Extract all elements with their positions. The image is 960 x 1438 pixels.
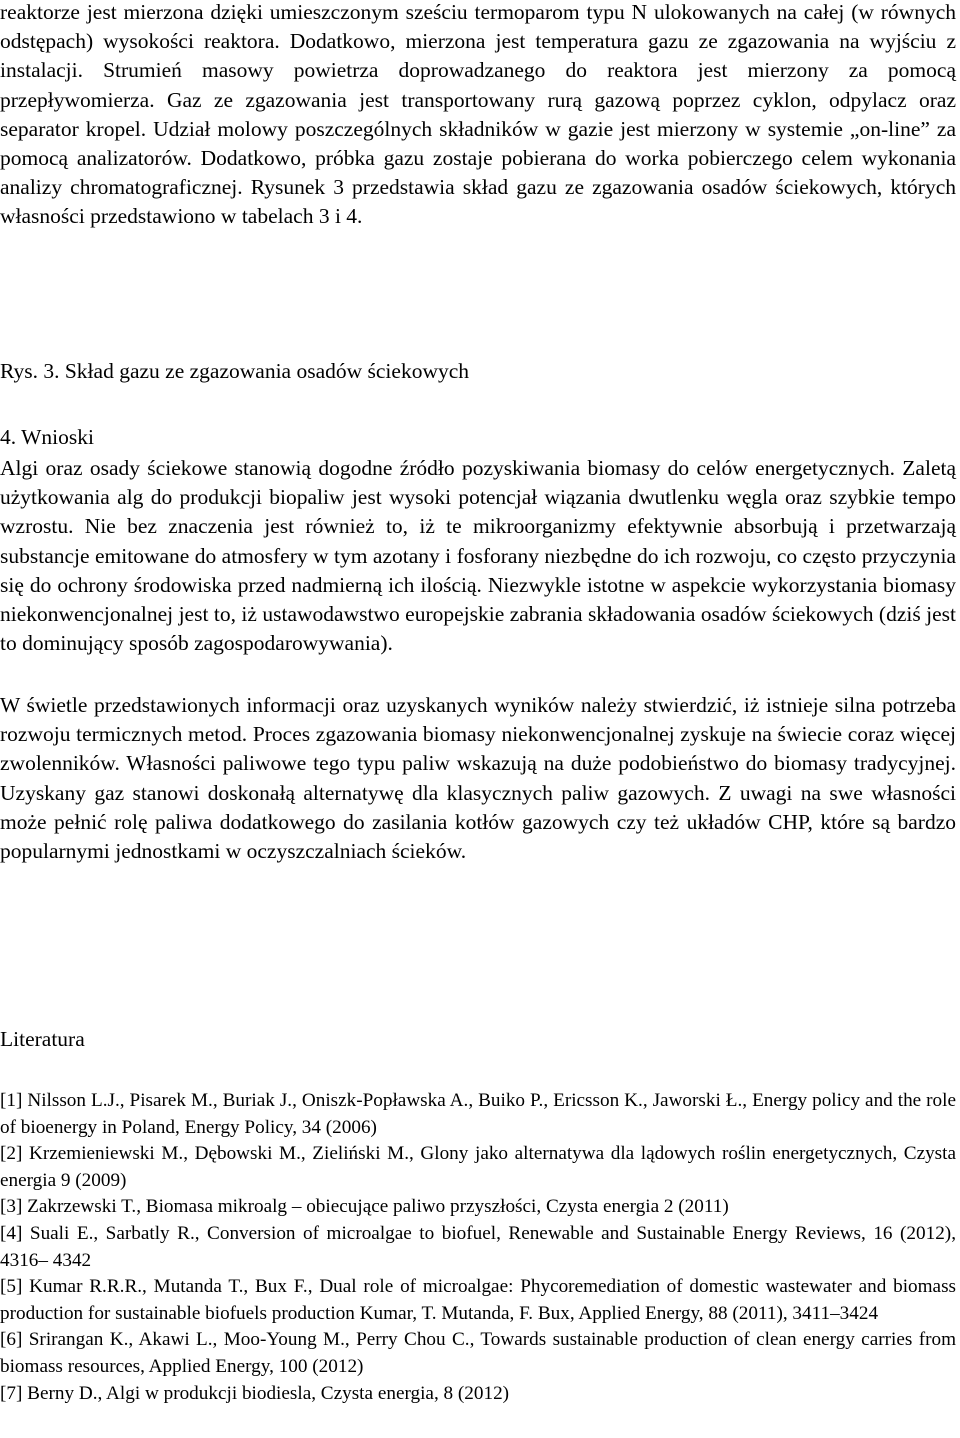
section-heading: 4. Wnioski (0, 425, 94, 449)
reference-item: [6] Srirangan K., Akawi L., Moo-Young M., Perry Chou C., Towards sustainable production of clean energy carries from biomass resources, Applied Energy, 100 (2012) (0, 1329, 956, 1377)
literature-heading: Literatura (0, 1027, 85, 1051)
reference-item: [4] Suali E., Sarbatly R., Conversion of microalgae to biofuel, Renewable and Sustainable Energy Reviews, 16 (2012), 4316– 4342 (0, 1222, 956, 1271)
reference-item: [7] Berny D., Algi w produkcji biodiesla, Czysta energia, 8 (2012) (0, 1382, 510, 1404)
reference-item: [3] Zakrzewski T., Biomasa mikroalg – obiecujące paliwo przyszłości, Czysta energia 2 (2011) (0, 1196, 729, 1218)
intro-paragraph: reaktorze jest mierzona dzięki umieszczonym sześciu termoparom typu N ulokowanych na całej (w równych odstępach) wysokości reaktora. Dodatkowo, mierzona jest temperatura gazu ze zgazowania na wyjściu z instalacji. Strumień masowy powietrza doprowadzanego do reaktora jest mierzony za pomocą przepływomierza. Gaz ze zgazowania jest transportowany rurą gazową poprzez cyklon, odpylacz oraz separator kropel. Udział molowy poszczególnych składników w gazie jest mierzony w systemie „on-line” za pomocą analizatorów. Dodatkowo, próbka gazu zostaje pobierana do worka pobierczego celem wykonania analizy chromatograficznej. Rysunek 3 przedstawia skład gazu ze zgazowania osadów ściekowych, których własności przedstawiono w tabelach 3 i 4. (0, 0, 956, 229)
reference-item: [1] Nilsson L.J., Pisarek M., Buriak J., Oniszk-Popławska A., Buiko P., Ericsson K., Jaworski Ł., Energy policy and the role of bioenergy in Poland, Energy Policy, 34 (2006) (0, 1090, 956, 1138)
conclusion-paragraph-1: Algi oraz osady ściekowe stanowią dogodne źródło pozyskiwania biomasy do celów energetycznych. Zaletą użytkowania alg do produkcji biopaliw jest wysoki potencjał wiązania dwutlenku węgla oraz szybkie tempo wzrostu. Nie bez znaczenia jest również to, iż te mikroorganizmy efektywnie absorbują i przetwarzają substancje emitowane do atmosfery w tym azotany i fosforany niezbędne do ich rozwoju, co często przyczynia się do ochrony środowiska przed nadmierną ich ilością. Niezwykle istotne w aspekcie wykorzystania biomasy niekonwencjonalnej jest to, iż ustawodawstwo europejskie zabrania składowania osadów ściekowych (dziś jest to dominujący sposób zagospodarowywania). (0, 456, 956, 656)
reference-item: [5] Kumar R.R.R., Mutanda T., Bux F., Dual role of microalgae: Phycoremediation of domestic wastewater and biomass production for sustainable biofuels production Kumar, T. Mutanda, F. Bux, Applied Energy, 88 (2011), 3411–3424 (0, 1276, 956, 1324)
reference-item: [2] Krzemieniewski M., Dębowski M., Zieliński M., Glony jako alternatywa dla lądowych roślin energetycznych, Czysta energia 9 (2009) (0, 1143, 956, 1191)
figure-caption: Rys. 3. Skład gazu ze zgazowania osadów ściekowych (0, 359, 470, 383)
conclusion-paragraph-2: W świetle przedstawionych informacji oraz uzyskanych wyników należy stwierdzić, iż istnieje silna potrzeba rozwoju termicznych metod. Proces zgazowania biomasy niekonwencjonalnej zyskuje na świecie coraz więcej zwolenników. Własności paliwowe tego typu paliw wskazują na duże podobieństwo do biomasy tradycyjnej. Uzyskany gaz stanowi doskonałą alternatywę dla klasycznych paliw gazowych. Z uwagi na swe własności może pełnić rolę paliwa dodatkowego do zasilania kotłów gazowych czy też układów CHP, które są bardzo popularnymi jednostkami w oczyszczalniach ścieków. (0, 693, 956, 864)
reference-list (0, 1088, 956, 1407)
